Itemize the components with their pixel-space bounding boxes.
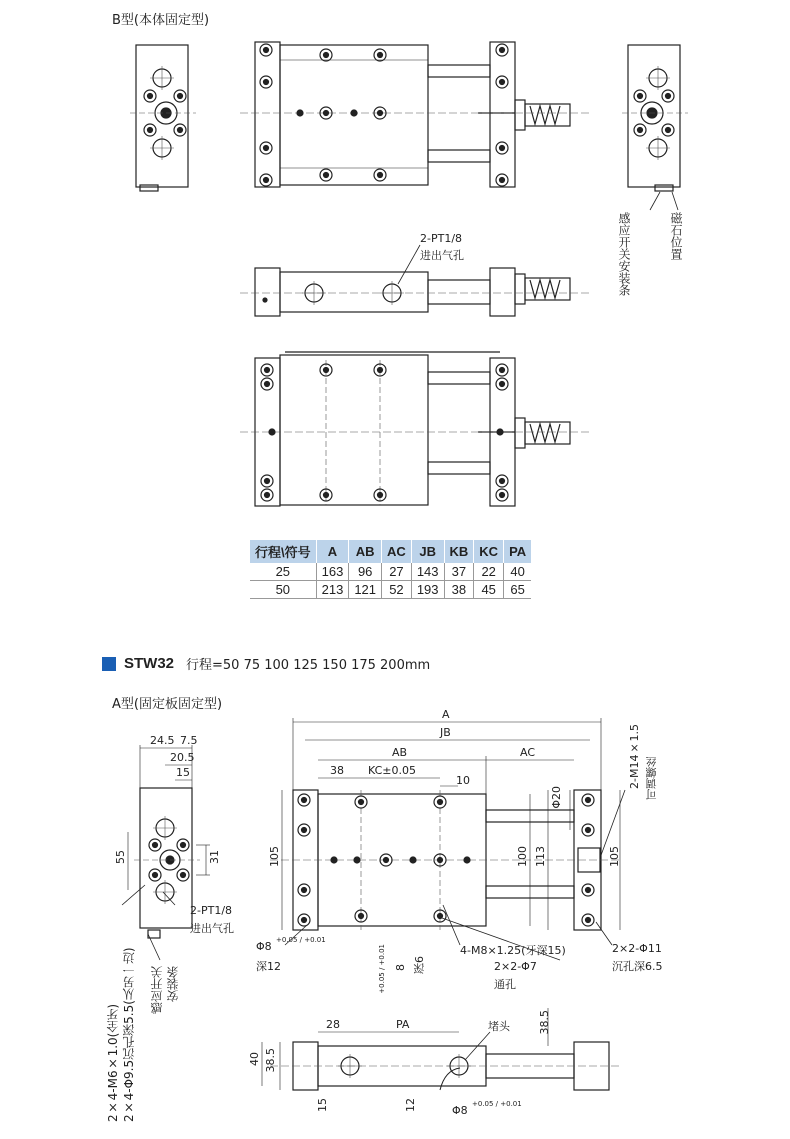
stopper-label: 堵头 <box>488 1020 510 1033</box>
phi8c-tolerance: +0.05 / +0.01 <box>472 1100 522 1108</box>
table-cell: 38 <box>444 581 474 599</box>
phi7-label: 2×2-Φ7 <box>494 960 537 973</box>
phi8b-tolerance: +0.05 / +0.01 <box>378 944 386 994</box>
a-top-view <box>270 718 625 960</box>
table-row <box>250 581 531 599</box>
sensor-mount-label: 感应开关安装条 <box>617 212 631 296</box>
phi8b-label: 8 <box>394 964 407 971</box>
table-cell: 193 <box>411 581 444 599</box>
table-cell: 27 <box>382 563 412 581</box>
b-right-view <box>622 45 688 210</box>
magnet-position-label: 磁石位置 <box>669 212 683 260</box>
table-cell: 40 <box>504 563 532 581</box>
table-cell: 50 <box>250 581 316 599</box>
b-front-view <box>240 245 590 316</box>
b-type-title: B型(本体固定型) <box>112 13 210 28</box>
phi8c-label: Φ8 <box>452 1104 468 1117</box>
dim-ab: AB <box>392 746 408 759</box>
dim-31: 31 <box>208 850 221 864</box>
dim-pa: PA <box>396 1018 410 1031</box>
dim-kc: KC±0.05 <box>368 764 417 777</box>
port-sublabel-a: 进出气孔 <box>190 922 234 935</box>
dim-105-right: 105 <box>608 846 621 867</box>
phi8a-label: Φ8 <box>256 940 272 953</box>
header-cell: A <box>316 540 349 563</box>
spec-table <box>250 540 531 599</box>
dim-10: 10 <box>456 774 470 787</box>
phi7-sublabel: 通孔 <box>494 978 516 991</box>
table-row <box>250 563 531 581</box>
dim-20-5: 20.5 <box>170 751 195 764</box>
dim-jb: JB <box>440 726 451 739</box>
phi8b-sublabel: 深6 <box>413 956 426 974</box>
m14-sublabel: 可调螺丝 <box>645 756 658 800</box>
a-front-view <box>262 1008 620 1090</box>
table-cell: 65 <box>504 581 532 599</box>
dim-28: 28 <box>326 1018 340 1031</box>
b-side-view <box>130 45 196 191</box>
model-name: STW32 <box>124 655 175 672</box>
spec-table-header <box>250 540 531 563</box>
dim-15-front: 15 <box>316 1098 329 1112</box>
sensor-mount-a2: 安装条 <box>166 966 180 1002</box>
header-cell: KB <box>444 540 474 563</box>
dim-15: 15 <box>176 766 190 779</box>
thread-note-1: 2×4-M6×1.0(全牙) <box>106 1003 120 1122</box>
table-cell: 96 <box>349 563 382 581</box>
port-label-a: 2-PT1/8 <box>190 904 233 917</box>
m8-label: 4-M8×1.25(牙深15) <box>460 944 566 957</box>
thread-note-2: 2×4-Φ9.5沉孔深5.5(从另一边) <box>122 947 136 1122</box>
m14-label: 2-M14×1.5 <box>628 724 641 789</box>
dim-ac: AC <box>520 746 536 759</box>
dim-38: 38 <box>330 764 344 777</box>
table-cell: 163 <box>316 563 349 581</box>
table-cell: 121 <box>349 581 382 599</box>
stroke-list: 行程=50 75 100 125 150 175 200mm <box>186 658 431 673</box>
dim-38-5-right: 38.5 <box>538 1010 551 1035</box>
dim-7-5: 7.5 <box>180 734 198 747</box>
dim-105-left: 105 <box>268 846 281 867</box>
table-cell: 37 <box>444 563 474 581</box>
table-cell: 52 <box>382 581 412 599</box>
b-top-view <box>240 42 590 187</box>
phi11-sublabel: 沉孔深6.5 <box>612 960 663 973</box>
dim-12: 12 <box>404 1098 417 1112</box>
phi8a-sublabel: 深12 <box>256 960 281 973</box>
dim-40: 40 <box>248 1052 261 1066</box>
dim-113: 113 <box>534 846 547 867</box>
table-cell: 143 <box>411 563 444 581</box>
section-marker <box>102 657 116 671</box>
b-bottom-view <box>240 352 590 506</box>
phi8a-tolerance: +0.05 / +0.01 <box>276 936 326 944</box>
a-type-title: A型(固定板固定型) <box>112 697 223 712</box>
header-cell: KC <box>474 540 504 563</box>
dim-38-5-left: 38.5 <box>264 1048 277 1073</box>
header-cell: 行程\符号 <box>250 540 316 563</box>
table-cell: 213 <box>316 581 349 599</box>
dim-phi20: Φ20 <box>550 786 563 809</box>
dim-a: A <box>442 708 450 721</box>
dim-24-5: 24.5 <box>150 734 175 747</box>
dim-55: 55 <box>114 850 127 864</box>
dim-100: 100 <box>516 846 529 867</box>
header-cell: AB <box>349 540 382 563</box>
model-header <box>102 654 430 673</box>
phi11-label: 2×2-Φ11 <box>612 942 662 955</box>
header-cell: PA <box>504 540 532 563</box>
header-cell: JB <box>411 540 444 563</box>
sensor-mount-a1: 感应开关 <box>150 966 164 1014</box>
table-cell: 25 <box>250 563 316 581</box>
table-cell: 45 <box>474 581 504 599</box>
port-label-b: 2-PT1/8 <box>420 232 463 245</box>
table-cell: 22 <box>474 563 504 581</box>
header-cell: AC <box>382 540 412 563</box>
port-sublabel-b: 进出气孔 <box>420 249 464 262</box>
